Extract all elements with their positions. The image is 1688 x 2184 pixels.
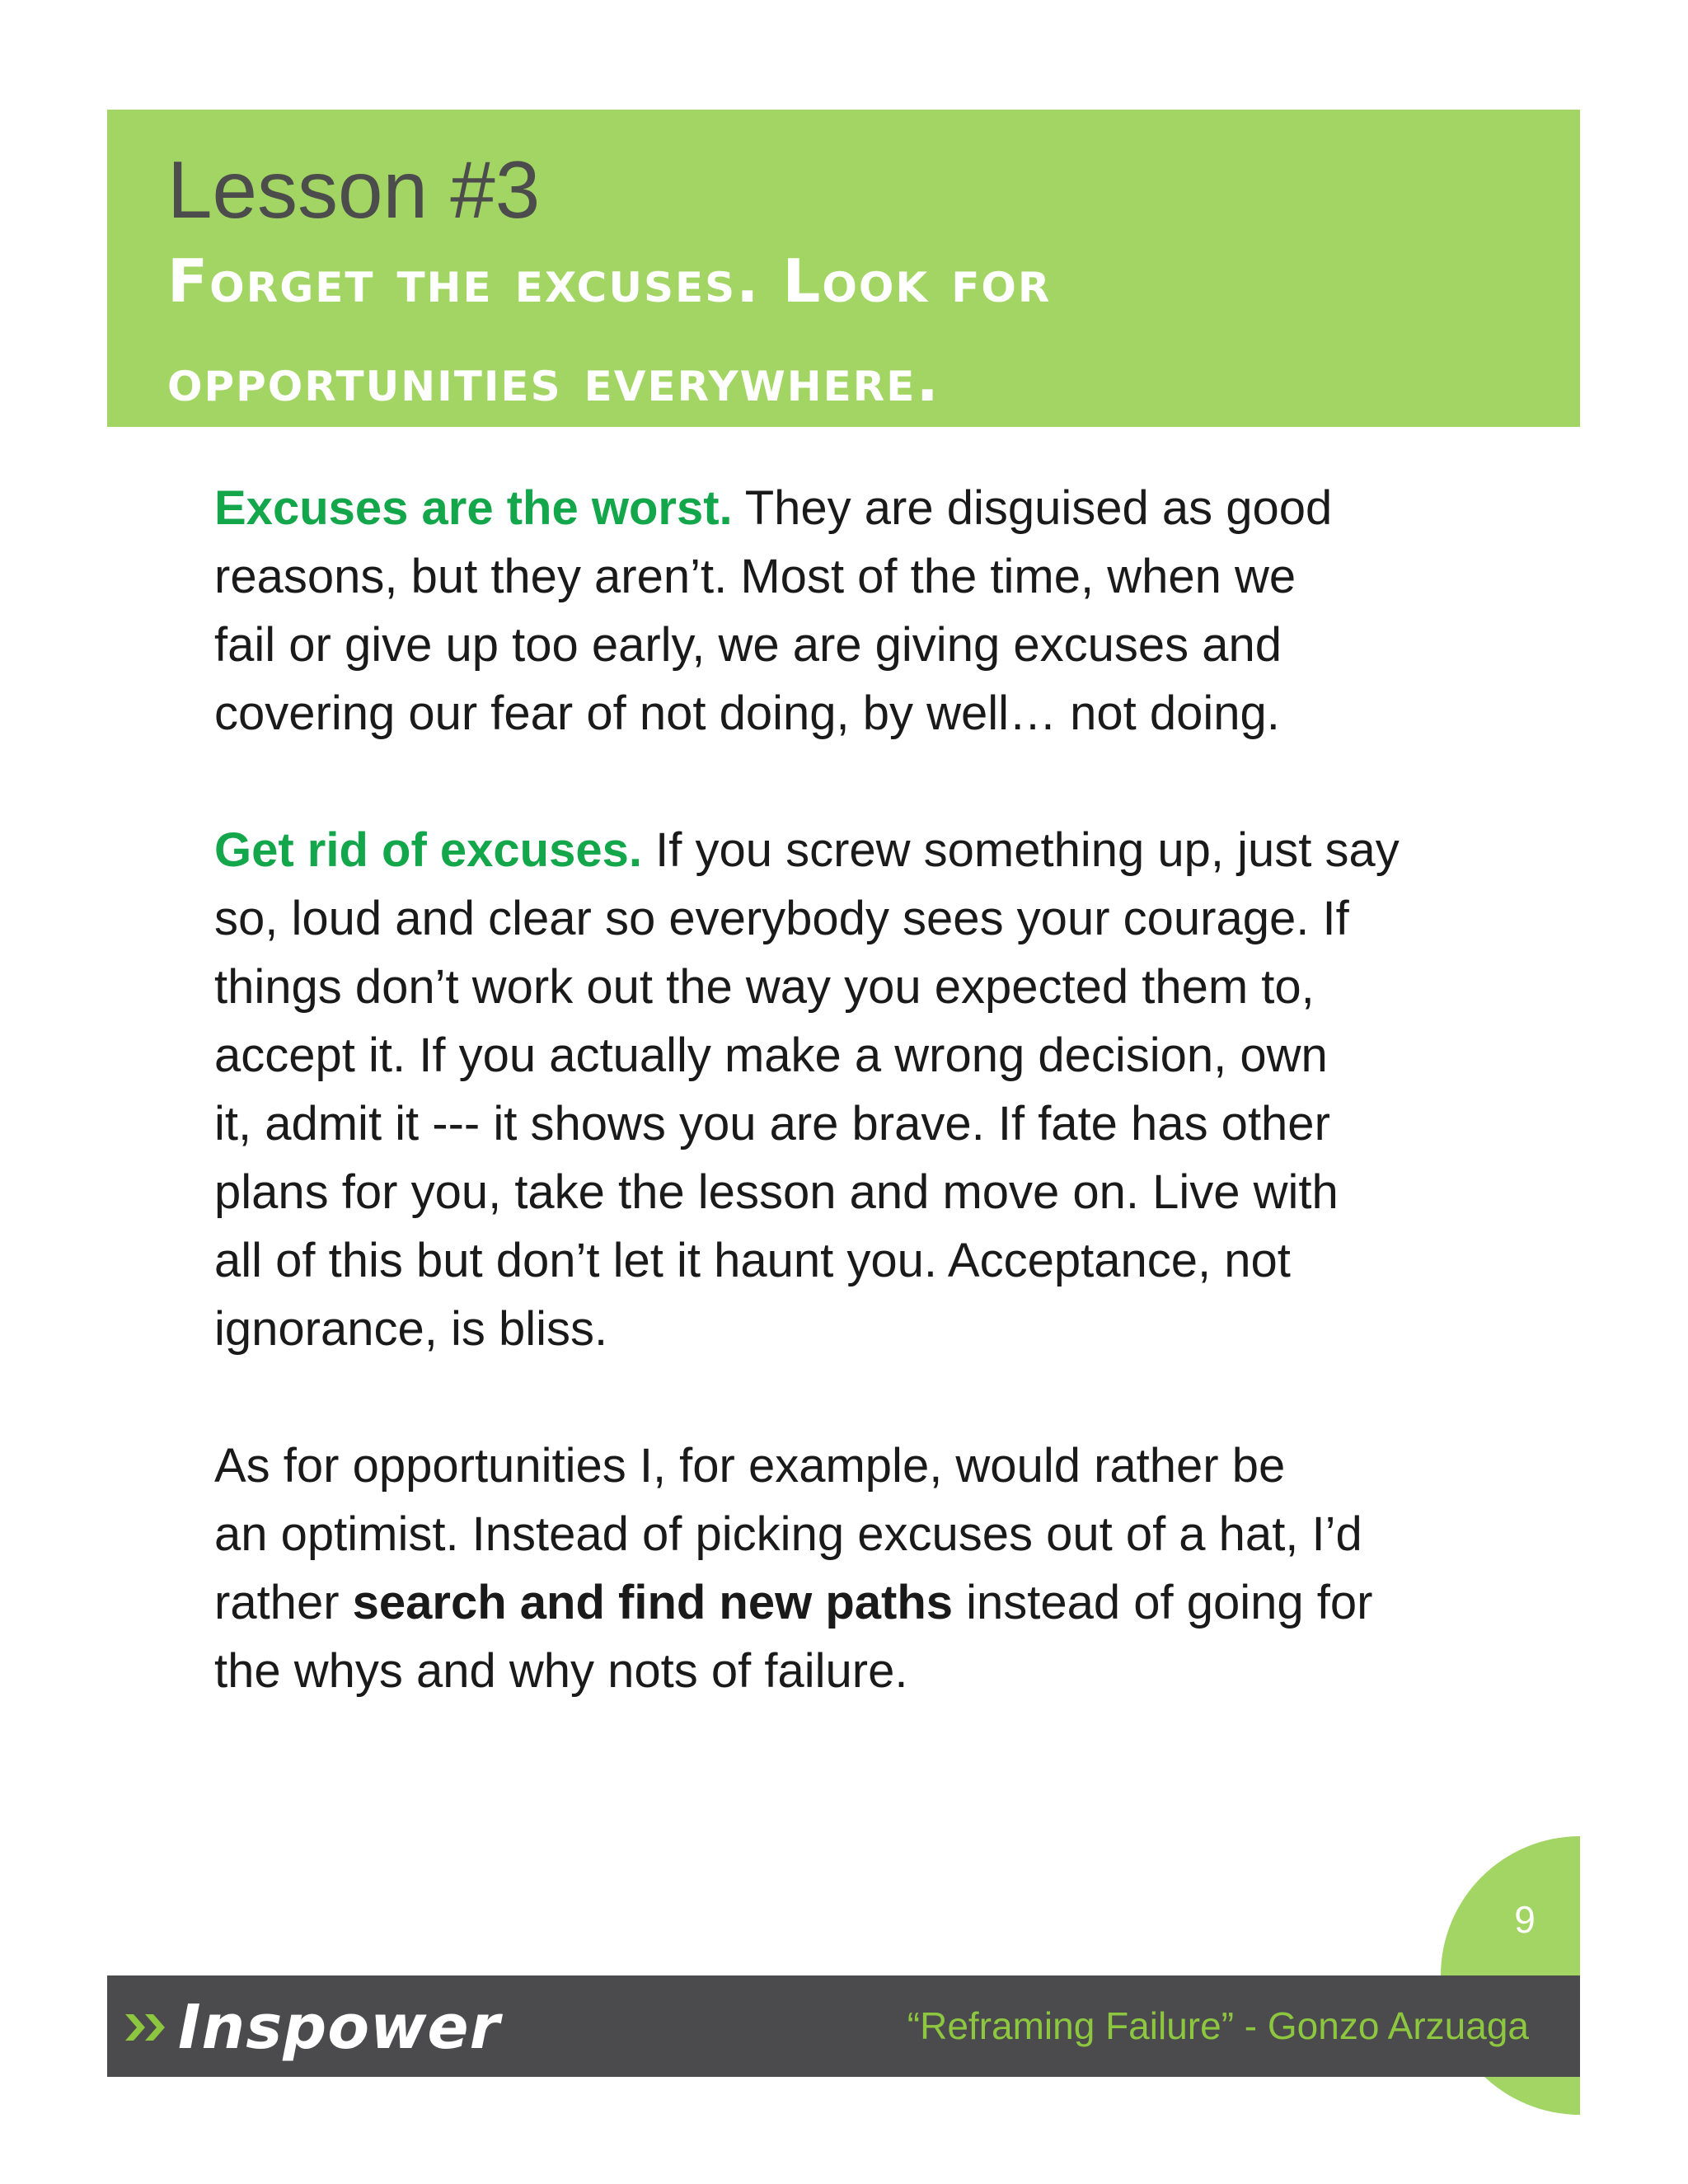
paragraph-line: ignorance, is bliss. <box>214 1302 608 1356</box>
paragraph-line: so, loud and clear so everybody sees your courage. If <box>214 892 1349 945</box>
paragraph-line <box>214 1568 1500 1637</box>
lead-phrase: Get rid of excuses. <box>214 823 642 877</box>
paragraph-line <box>214 816 1500 884</box>
paragraph-line: fail or give up too early, we are giving excuses and <box>214 618 1282 672</box>
paragraph-get-rid-of-excuses <box>214 816 1500 1363</box>
line-text: instead of going for <box>953 1576 1373 1629</box>
lesson-label: Lesson #3 <box>167 144 541 235</box>
paragraph-line: covering our fear of not doing, by well… not doing. <box>214 687 1280 740</box>
paragraph-line: plans for you, take the lesson and move on. Live with <box>214 1165 1339 1219</box>
paragraph-line: it, admit it --- it shows you are brave. If fate has other <box>214 1097 1330 1151</box>
line-text: They are disguised as good <box>732 481 1333 535</box>
lesson-title-line-1: Forget the excuses. Look for <box>167 246 1052 316</box>
lesson-header-band <box>107 110 1580 427</box>
paragraph-line: an optimist. Instead of picking excuses out of a hat, I’d <box>214 1507 1362 1561</box>
paragraph-line: reasons, but they aren’t. Most of the time, when we <box>214 550 1296 603</box>
lesson-title <box>167 232 1051 429</box>
footer-quote: “Reframing Failure” - Gonzo Arzuaga <box>907 2004 1529 2047</box>
page-margin <box>1580 1813 1688 2143</box>
paragraph-excuses-worst <box>214 474 1500 748</box>
double-chevron-right-icon <box>125 2011 171 2044</box>
lead-phrase: Excuses are the worst. <box>214 481 733 535</box>
paragraph-line: the whys and why nots of failure. <box>214 1644 908 1698</box>
brand-logo <box>125 1990 500 2064</box>
page-number: 9 <box>1514 1898 1536 1941</box>
paragraph-line: As for opportunities I, for example, would rather be <box>214 1439 1286 1493</box>
footer-bar <box>107 1975 1580 2077</box>
paragraph-line: all of this but don’t let it haunt you. Acceptance, not <box>214 1234 1291 1287</box>
bold-phrase: search and find new paths <box>352 1576 954 1629</box>
lesson-body <box>214 474 1500 1774</box>
line-text: rather <box>214 1576 353 1629</box>
brand-name: Inspower <box>178 1992 501 2063</box>
paragraph-line <box>214 474 1500 542</box>
lesson-title-line-2: opportunities everywhere. <box>167 345 940 415</box>
paragraph-line: accept it. If you actually make a wrong decision, own <box>214 1029 1328 1082</box>
paragraph-line: things don’t work out the way you expected them to, <box>214 960 1315 1014</box>
paragraph-opportunities <box>214 1432 1500 1705</box>
line-text: If you screw something up, just say <box>641 823 1400 877</box>
